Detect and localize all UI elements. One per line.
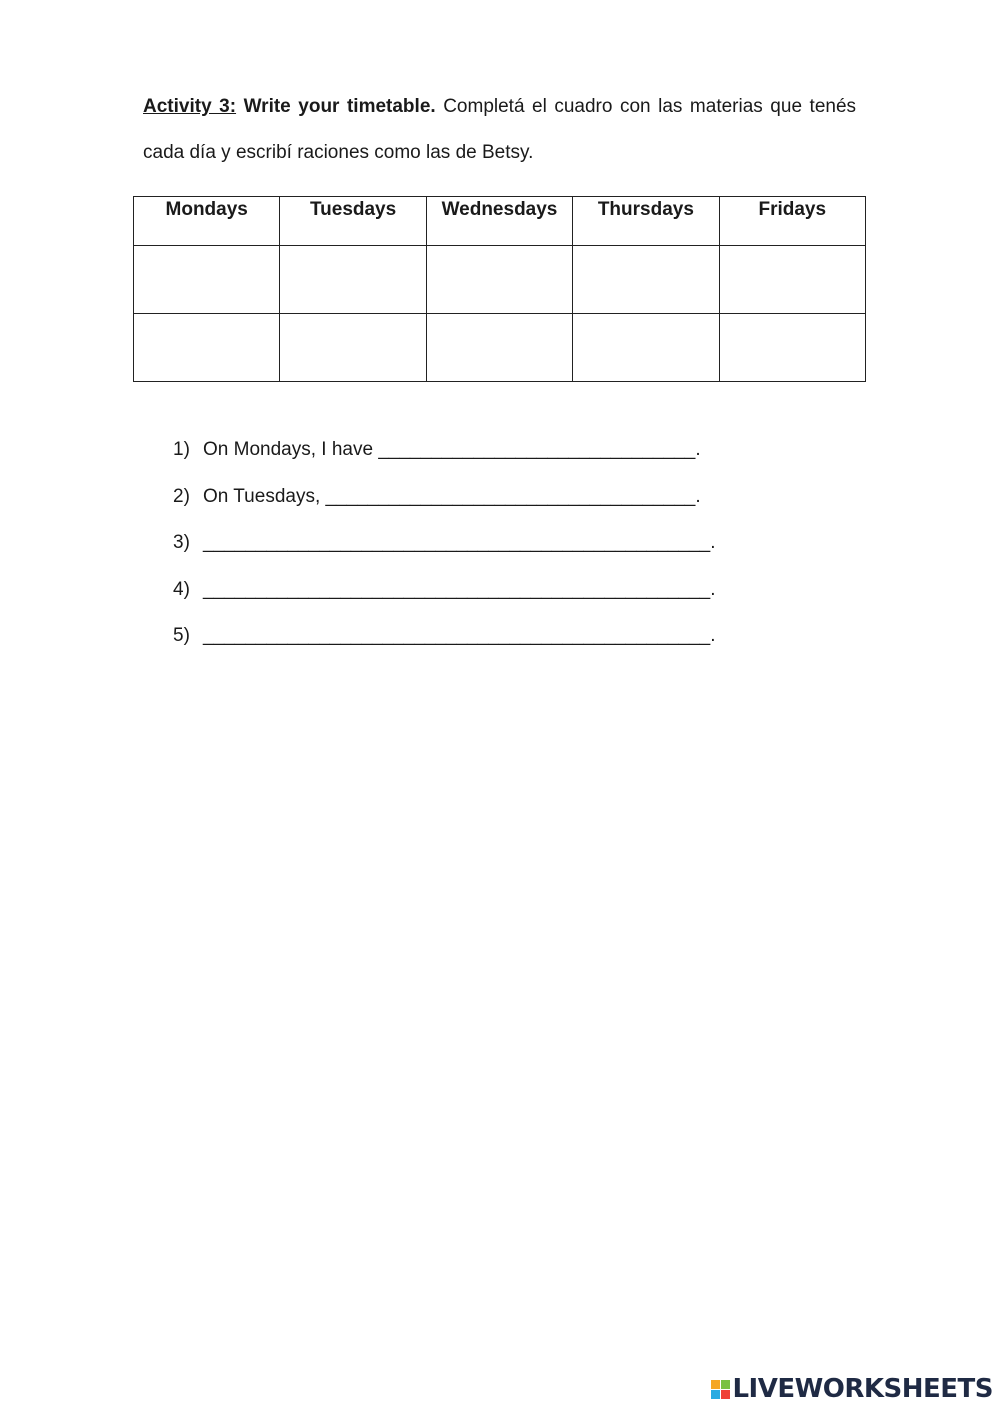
sentence-text: On Tuesdays, ___________________________________. [203, 485, 701, 507]
header-fridays: Fridays [719, 197, 865, 246]
logo-square [711, 1390, 720, 1399]
sentence-item-5[interactable] [173, 624, 716, 648]
activity-title: Write your timetable. [243, 96, 436, 117]
timetable-header-row [134, 197, 866, 246]
timetable-cell-thursdays-2[interactable] [573, 314, 719, 382]
timetable-row [134, 246, 866, 314]
timetable-cell-mondays-2[interactable] [134, 314, 280, 382]
sentence-item-3[interactable] [173, 531, 716, 555]
timetable-cell-tuesdays-1[interactable] [280, 246, 426, 314]
sentence-item-2[interactable] [173, 485, 716, 509]
sentence-list [173, 438, 716, 671]
timetable-cell-wednesdays-2[interactable] [426, 314, 572, 382]
sentence-text: On Mondays, I have ______________________________. [203, 439, 701, 460]
timetable-cell-thursdays-1[interactable] [573, 246, 719, 314]
sentence-number: 2) [173, 485, 190, 507]
liveworksheets-logo [711, 1374, 993, 1404]
timetable-cell-mondays-1[interactable] [134, 246, 280, 314]
logo-text: LIVEWORKSHEETS [732, 1374, 993, 1404]
header-tuesdays: Tuesdays [280, 197, 426, 246]
sentence-item-4[interactable] [173, 578, 716, 602]
timetable-row [134, 314, 866, 382]
logo-square [711, 1380, 720, 1389]
sentence-number: 3) [173, 532, 190, 553]
timetable-cell-wednesdays-1[interactable] [426, 246, 572, 314]
logo-square [721, 1380, 730, 1389]
sentence-text: ________________________________________________. [203, 578, 716, 600]
instructions-paragraph [143, 84, 856, 176]
sentence-number: 1) [173, 439, 190, 460]
header-wednesdays: Wednesdays [426, 197, 572, 246]
activity-label: Activity 3: [143, 96, 237, 117]
logo-square [721, 1390, 730, 1399]
header-mondays: Mondays [134, 197, 280, 246]
sentence-number: 5) [173, 625, 190, 646]
timetable-cell-fridays-1[interactable] [719, 246, 865, 314]
header-thursdays: Thursdays [573, 197, 719, 246]
sentence-number: 4) [173, 578, 190, 600]
sentence-text: ________________________________________________. [203, 625, 716, 646]
logo-grid-icon [711, 1380, 730, 1399]
instructions-text: Completá el cuadro con las materias que tenés cada día y escribí raciones como las de Betsy. [143, 96, 857, 163]
timetable-cell-fridays-2[interactable] [719, 314, 865, 382]
sentence-item-1[interactable] [173, 438, 716, 462]
timetable [133, 196, 866, 382]
sentence-text: ________________________________________________. [203, 532, 716, 553]
timetable-cell-tuesdays-2[interactable] [280, 314, 426, 382]
